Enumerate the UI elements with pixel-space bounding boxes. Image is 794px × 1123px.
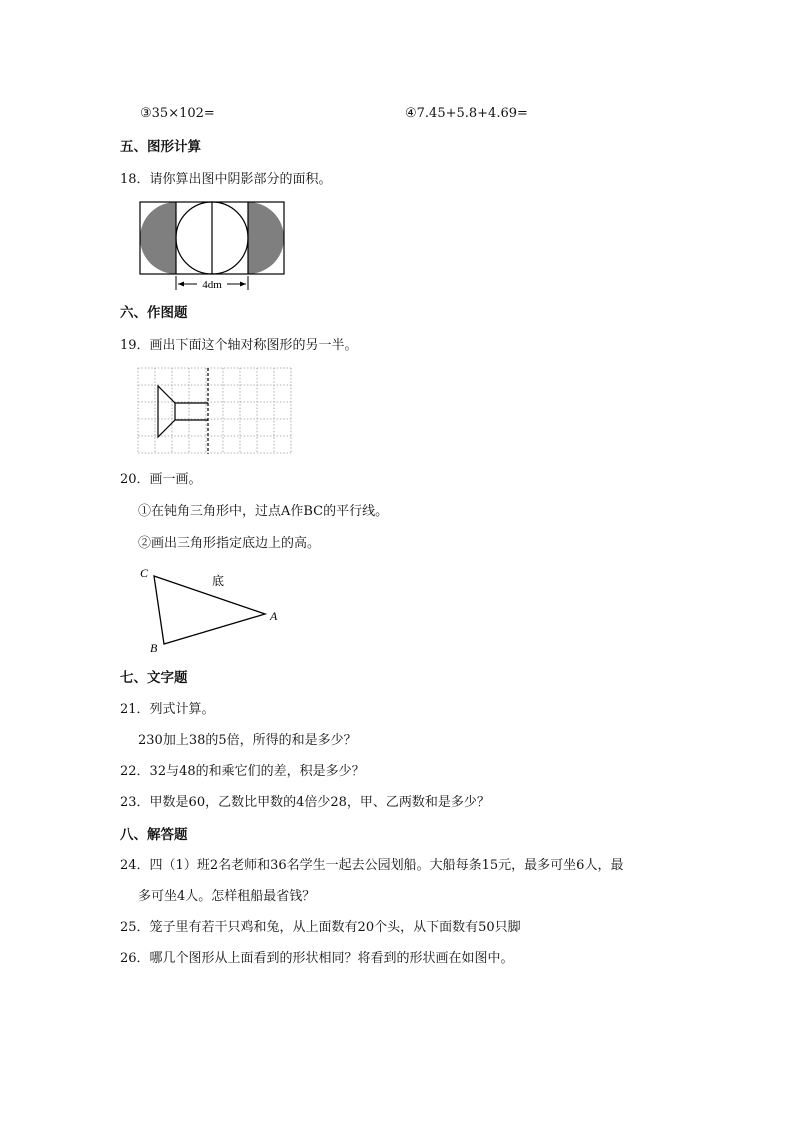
- calc-4: ④7.45+5.8+4.69=: [405, 106, 528, 121]
- half-shape: [158, 386, 208, 437]
- section-6-heading: 六、作图题: [120, 305, 188, 321]
- figure-19-symmetry-grid: [138, 368, 294, 454]
- vertex-b-label: B: [150, 641, 158, 655]
- question-24-line-1: 24．四（1）班2名老师和36名学生一起去公园划船。大船每条15元，最多可坐6人，最: [120, 858, 624, 873]
- question-26: 26．哪几个图形从上面看到的形状相同？将看到的形状画在如图中。: [120, 951, 514, 966]
- dimension-label: 4dm: [202, 279, 222, 291]
- question-19: 19．画出下面这个轴对称图形的另一半。: [120, 338, 358, 353]
- question-18: 18．请你算出图中阴影部分的面积。: [120, 172, 332, 187]
- question-20-part-2: ②画出三角形指定底边上的高。: [138, 536, 321, 551]
- question-21-body: 230加上38的5倍，所得的和是多少？: [138, 733, 357, 748]
- vertex-c-label: C: [140, 566, 149, 580]
- section-8-heading: 八、解答题: [120, 827, 188, 843]
- base-side-label: 底: [212, 574, 225, 588]
- figure-20-triangle: [130, 562, 290, 656]
- section-5-heading: 五、图形计算: [120, 139, 201, 155]
- calc-3: ③35×102=: [140, 106, 215, 121]
- figure-18-shaded-area: [135, 198, 290, 294]
- section-7-heading: 七、文字题: [120, 670, 188, 686]
- vertex-a-label: A: [270, 609, 278, 623]
- question-24-line-2: 多可坐4人。怎样租船最省钱？: [138, 889, 316, 904]
- question-25: 25．笼子里有若干只鸡和兔，从上面数有20个头，从下面数有50只脚: [120, 920, 521, 935]
- question-21: 21．列式计算。: [120, 702, 215, 717]
- question-22: 22．32与48的和乘它们的差，积是多少？: [120, 764, 365, 779]
- question-20: 20．画一画。: [120, 472, 202, 487]
- question-20-part-1: ①在钝角三角形中，过点A作BC的平行线。: [138, 504, 389, 519]
- triangle: [154, 576, 265, 644]
- question-23: 23．甲数是60，乙数比甲数的4倍少28，甲、乙两数和是多少？: [120, 795, 490, 810]
